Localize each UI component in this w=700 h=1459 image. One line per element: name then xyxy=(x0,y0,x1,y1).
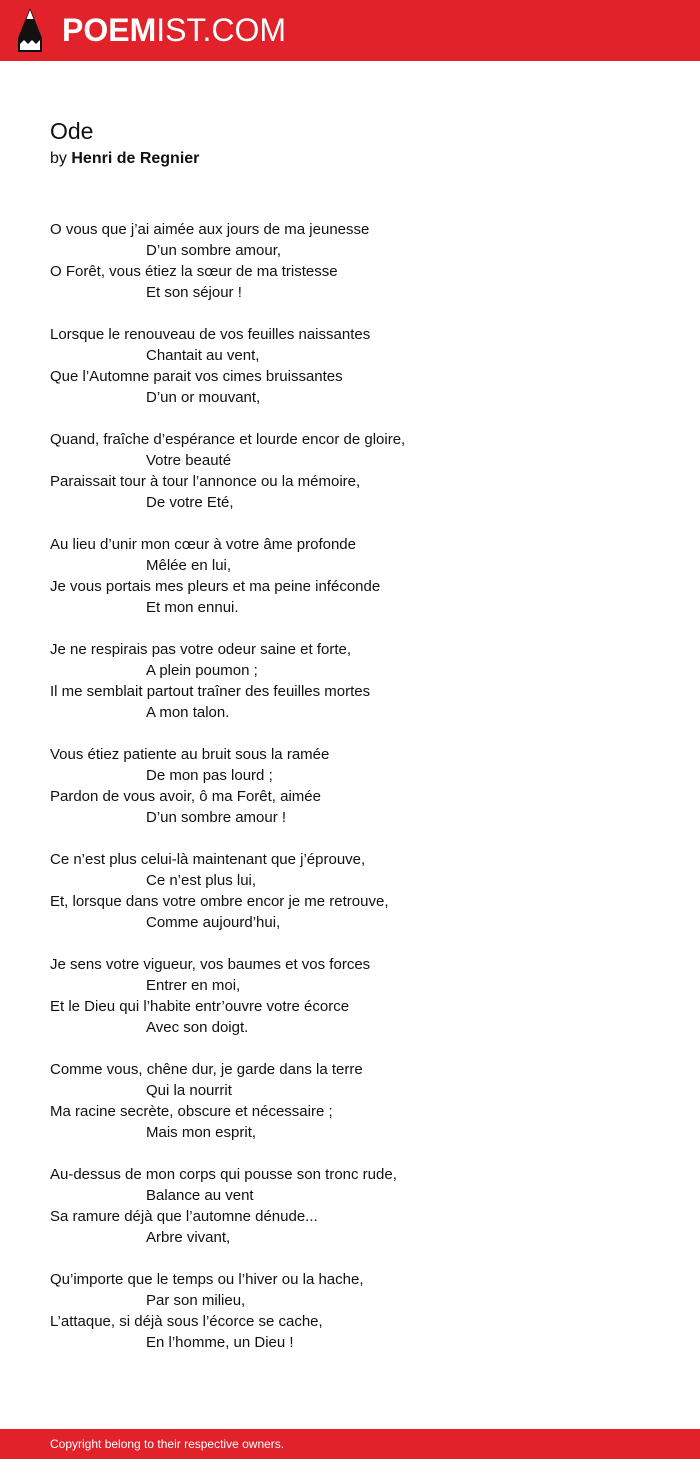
poem-line: Votre beauté xyxy=(146,452,232,469)
poem-line: Et mon ennui. xyxy=(146,599,239,616)
poem-line: Ce n’est plus lui, xyxy=(146,872,257,889)
poem-byline xyxy=(50,148,199,170)
poem-line: Paraissait tour à tour l’annonce ou la mémoire, xyxy=(50,473,361,490)
poem-line: L’attaque, si déjà sous l’écorce se cache, xyxy=(50,1313,323,1330)
logo-strong: POEM xyxy=(62,12,157,48)
poem-line: O Forêt, vous étiez la sœur de ma tristesse xyxy=(50,263,338,280)
poem-line: A plein poumon ; xyxy=(146,662,258,679)
stanza xyxy=(50,534,670,618)
poem-line: De mon pas lourd ; xyxy=(146,767,273,784)
poem-title: Ode xyxy=(50,118,94,144)
poem-author: Henri de Regnier xyxy=(71,150,200,167)
poem-line: Que l’Automne parait vos cimes bruissantes xyxy=(50,368,343,385)
poem-line: Je sens votre vigueur, vos baumes et vos forces xyxy=(50,956,371,973)
poem-line: Arbre vivant, xyxy=(146,1229,231,1246)
poem-line: Mais mon esprit, xyxy=(146,1124,257,1141)
poem-line: Et le Dieu qui l’habite entr’ouvre votre écorce xyxy=(50,998,350,1015)
poem-line: A mon talon. xyxy=(146,704,230,721)
logo-light: IST.COM xyxy=(156,12,287,48)
stanza xyxy=(50,744,670,828)
stanza xyxy=(50,1164,670,1248)
poem-line: Ce n’est plus celui-là maintenant que j’éprouve, xyxy=(50,851,366,868)
stanza xyxy=(50,954,670,1038)
poem-line: Au-dessus de mon corps qui pousse son tronc rude, xyxy=(50,1166,397,1183)
poem-line: Et, lorsque dans votre ombre encor je me retrouve, xyxy=(50,893,389,910)
poem-line: Je ne respirais pas votre odeur saine et forte, xyxy=(50,641,351,658)
poem-line: Chantait au vent, xyxy=(146,347,260,364)
poem-line: D’un or mouvant, xyxy=(146,389,261,406)
site-footer xyxy=(0,1429,700,1459)
site-header xyxy=(0,0,700,61)
poem-line: Vous étiez patiente au bruit sous la ramée xyxy=(50,746,330,763)
poem-line: Entrer en moi, xyxy=(146,977,241,994)
poem-line: Sa ramure déjà que l’automne dénude... xyxy=(50,1208,318,1225)
by-label: by xyxy=(50,150,67,167)
poem-line: Ma racine secrète, obscure et nécessaire ; xyxy=(50,1103,333,1120)
poem-line: Et son séjour ! xyxy=(146,284,242,301)
stanza xyxy=(50,324,670,408)
stanza xyxy=(50,429,670,513)
poem-line: D’un sombre amour ! xyxy=(146,809,287,826)
poem-line: Avec son doigt. xyxy=(146,1019,249,1036)
poem-line: Au lieu d’unir mon cœur à votre âme profonde xyxy=(50,536,356,553)
stanza xyxy=(50,1269,670,1353)
poem-line: Quand, fraîche d’espérance et lourde encor de gloire, xyxy=(50,431,406,448)
poem-line: De votre Eté, xyxy=(146,494,234,511)
poem-line: Mêlée en lui, xyxy=(146,557,232,574)
pencil-tip-icon[interactable] xyxy=(17,8,43,52)
poem-line: Par son milieu, xyxy=(146,1292,246,1309)
poem-line: Pardon de vous avoir, ô ma Forêt, aimée xyxy=(50,788,321,805)
poem-line: En l’homme, un Dieu ! xyxy=(146,1334,294,1351)
copyright-text: Copyright belong to their respective owners. xyxy=(50,1437,285,1451)
poem-line: Balance au vent xyxy=(146,1187,254,1204)
poem-line: Qu’importe que le temps ou l’hiver ou la hache, xyxy=(50,1271,364,1288)
site-logo[interactable] xyxy=(62,11,286,49)
stanza xyxy=(50,849,670,933)
poem-line: D’un sombre amour, xyxy=(146,242,282,259)
stanza xyxy=(50,219,670,303)
poem-line: Lorsque le renouveau de vos feuilles naissantes xyxy=(50,326,371,343)
poem-line: Je vous portais mes pleurs et ma peine inféconde xyxy=(50,578,381,595)
stanza xyxy=(50,639,670,723)
poem-line: O vous que j’ai aimée aux jours de ma jeunesse xyxy=(50,221,370,238)
poem-line: Qui la nourrit xyxy=(146,1082,232,1099)
poem-line: Comme aujourd’hui, xyxy=(146,914,281,931)
poem-line: Comme vous, chêne dur, je garde dans la terre xyxy=(50,1061,363,1078)
poem-body xyxy=(50,219,670,1374)
stanza xyxy=(50,1059,670,1143)
poem-line: Il me semblait partout traîner des feuilles mortes xyxy=(50,683,371,700)
